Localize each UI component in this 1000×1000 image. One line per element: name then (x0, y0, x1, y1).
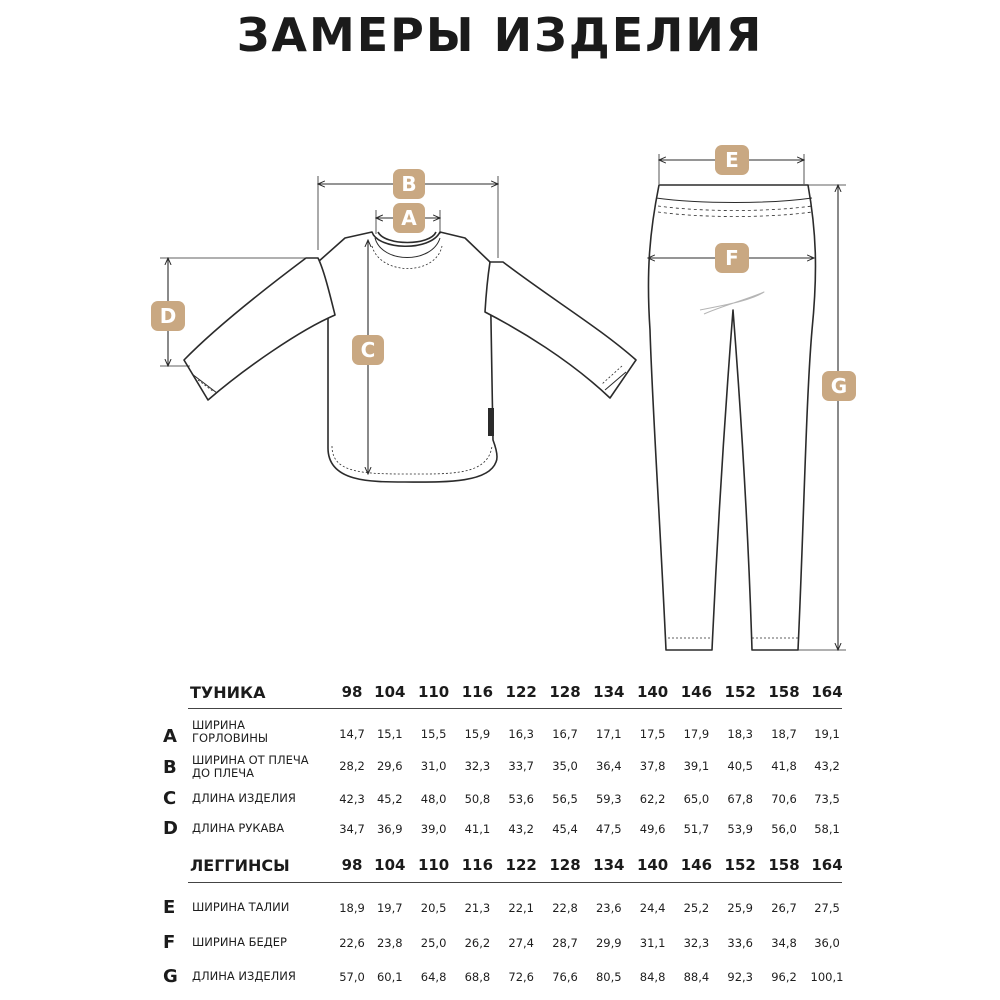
table-cell: 16,3 (508, 727, 534, 741)
size-header: 146 (680, 856, 713, 874)
row-letter-e: E (163, 897, 176, 918)
table-cell: 34,7 (339, 822, 365, 836)
size-header: 122 (505, 683, 537, 701)
row-label: ШИРИНА ОТ ПЛЕЧА ДО ПЛЕЧА (192, 753, 309, 780)
marker-g (822, 371, 856, 401)
table-cell: 28,2 (339, 759, 365, 773)
table-cell: 22,8 (552, 901, 578, 915)
size-header: 104 (374, 683, 406, 701)
row-label: ДЛИНА ИЗДЕЛИЯ (192, 791, 296, 805)
tunic-left-sleeve (184, 258, 335, 400)
table-cell: 57,0 (339, 970, 365, 984)
svg-text:A: A (401, 206, 417, 230)
size-header: 104 (374, 856, 406, 874)
marker-a (393, 203, 425, 233)
table-cell: 39,1 (683, 759, 710, 773)
table-cell: 70,6 (771, 792, 797, 806)
marker-b (393, 169, 425, 199)
table-cell: 50,8 (464, 792, 491, 806)
table-cell: 33,7 (508, 759, 534, 773)
table-cell: 28,7 (552, 936, 578, 950)
marker-c (352, 335, 384, 365)
table-cell: 15,9 (464, 727, 491, 741)
table-cell: 32,3 (464, 759, 491, 773)
row-label: ДЛИНА РУКАВА (192, 821, 285, 835)
svg-text:E: E (725, 148, 739, 172)
table-cell: 35,0 (552, 759, 578, 773)
table-cell: 60,1 (376, 970, 403, 984)
svg-text:F: F (725, 246, 739, 270)
table-cell: 26,7 (771, 901, 797, 915)
table-cell: 29,9 (595, 936, 622, 950)
size-header: 146 (680, 683, 713, 701)
size-header: 116 (461, 856, 494, 874)
table-cell: 22,6 (339, 936, 365, 950)
table-cell: 21,3 (464, 901, 491, 915)
row-label: ШИРИНА ТАЛИИ (192, 900, 290, 914)
svg-text:G: G (830, 374, 848, 398)
table-cell: 36,0 (814, 936, 840, 950)
table-cell: 43,2 (508, 822, 534, 836)
table-cell: 24,4 (639, 901, 666, 915)
table-cell: 15,5 (420, 727, 447, 741)
tunic-label-tag (488, 408, 494, 436)
row-label: ДЛИНА ИЗДЕЛИЯ (192, 969, 296, 983)
table-cell: 51,7 (683, 822, 710, 836)
table-cell: 33,6 (727, 936, 753, 950)
tunic-drawing (184, 232, 636, 482)
tunic-neckband (378, 232, 436, 243)
table-divider (188, 882, 842, 883)
table-cell: 41,8 (771, 759, 797, 773)
table-cell: 64,8 (420, 970, 447, 984)
table-cell: 14,7 (339, 727, 365, 741)
table-cell: 40,5 (727, 759, 753, 773)
size-header: 110 (417, 683, 450, 701)
table-cell: 19,7 (376, 901, 403, 915)
table-cell: 36,4 (595, 759, 622, 773)
table-cell: 18,3 (727, 727, 753, 741)
size-header: 98 (341, 856, 363, 874)
table-cell: 76,6 (552, 970, 578, 984)
table-cell: 62,2 (639, 792, 666, 806)
table-cell: 23,8 (376, 936, 403, 950)
size-header: 134 (593, 683, 625, 701)
table-cell: 43,2 (814, 759, 840, 773)
size-header: 152 (724, 856, 756, 874)
size-header: 110 (417, 856, 450, 874)
row-letter-b: B (163, 757, 177, 778)
size-header: 128 (549, 856, 581, 874)
table-cell: 17,5 (639, 727, 666, 741)
table-cell: 53,6 (508, 792, 534, 806)
size-header: 140 (636, 856, 669, 874)
table-cell: 31,1 (639, 936, 666, 950)
table-cell: 65,0 (683, 792, 710, 806)
table-cell: 53,9 (727, 822, 753, 836)
row-label: ШИРИНА ГОРЛОВИНЫ (192, 718, 268, 745)
svg-text:C: C (360, 338, 376, 362)
table-cell: 56,0 (771, 822, 797, 836)
table-cell: 25,9 (727, 901, 753, 915)
table-cell: 27,4 (508, 936, 534, 950)
table-cell: 16,7 (552, 727, 578, 741)
table-cell: 34,8 (771, 936, 797, 950)
table-cell: 72,6 (508, 970, 534, 984)
marker-f (715, 243, 749, 273)
table-cell: 49,6 (639, 822, 666, 836)
table-divider (188, 708, 842, 709)
leggings-section-title: ЛЕГГИНСЫ (190, 856, 290, 875)
tunic-section-title: ТУНИКА (190, 683, 266, 702)
table-cell: 17,9 (683, 727, 710, 741)
table-cell: 18,7 (771, 727, 797, 741)
table-cell: 19,1 (814, 727, 840, 741)
table-cell: 32,3 (683, 936, 710, 950)
row-letter-c: C (163, 788, 177, 809)
size-header: 116 (461, 683, 494, 701)
size-header: 158 (768, 683, 800, 701)
table-cell: 47,5 (595, 822, 622, 836)
table-cell: 42,3 (339, 792, 365, 806)
table-cell: 18,9 (339, 901, 365, 915)
svg-text:B: B (401, 172, 417, 196)
table-cell: 45,4 (552, 822, 578, 836)
table-cell: 22,1 (508, 901, 534, 915)
table-cell: 59,3 (595, 792, 622, 806)
table-cell: 31,0 (420, 759, 447, 773)
page-title: ЗАМЕРЫ ИЗДЕЛИЯ (236, 8, 764, 62)
table-cell: 15,1 (376, 727, 403, 741)
table-cell: 25,0 (420, 936, 447, 950)
size-header: 164 (811, 683, 843, 701)
table-cell: 41,1 (464, 822, 491, 836)
table-cell: 45,2 (376, 792, 403, 806)
table-cell: 88,4 (683, 970, 710, 984)
table-cell: 26,2 (464, 936, 491, 950)
table-cell: 39,0 (420, 822, 447, 836)
row-letter-f: F (163, 932, 176, 953)
marker-d (151, 301, 185, 331)
size-header: 164 (811, 856, 843, 874)
row-label: ШИРИНА БЕДЕР (192, 935, 287, 949)
table-cell: 36,9 (376, 822, 403, 836)
table-cell: 68,8 (464, 970, 491, 984)
table-cell: 96,2 (771, 970, 797, 984)
size-header: 128 (549, 683, 581, 701)
size-header: 122 (505, 856, 537, 874)
size-header: 98 (341, 683, 363, 701)
row-letter-g: G (163, 966, 178, 987)
table-cell: 84,8 (639, 970, 666, 984)
table-cell: 67,8 (727, 792, 753, 806)
size-header: 152 (724, 683, 756, 701)
table-cell: 17,1 (595, 727, 622, 741)
table-cell: 20,5 (420, 901, 447, 915)
table-cell: 37,8 (639, 759, 666, 773)
table-cell: 27,5 (814, 901, 840, 915)
table-cell: 56,5 (552, 792, 578, 806)
table-cell: 73,5 (814, 792, 840, 806)
tunic-body (318, 232, 497, 482)
table-cell: 58,1 (814, 822, 840, 836)
table-cell: 25,2 (683, 901, 710, 915)
tunic-right-sleeve (485, 262, 636, 398)
size-header: 134 (593, 856, 625, 874)
size-header: 158 (768, 856, 800, 874)
table-cell: 23,6 (595, 901, 622, 915)
table-cell: 29,6 (376, 759, 403, 773)
row-letter-a: A (163, 726, 177, 747)
table-cell: 92,3 (727, 970, 753, 984)
size-header: 140 (636, 683, 669, 701)
table-cell: 48,0 (420, 792, 447, 806)
row-letter-d: D (163, 818, 178, 839)
svg-text:D: D (159, 304, 177, 328)
table-cell: 100,1 (810, 970, 844, 984)
marker-e (715, 145, 749, 175)
table-cell: 80,5 (595, 970, 622, 984)
